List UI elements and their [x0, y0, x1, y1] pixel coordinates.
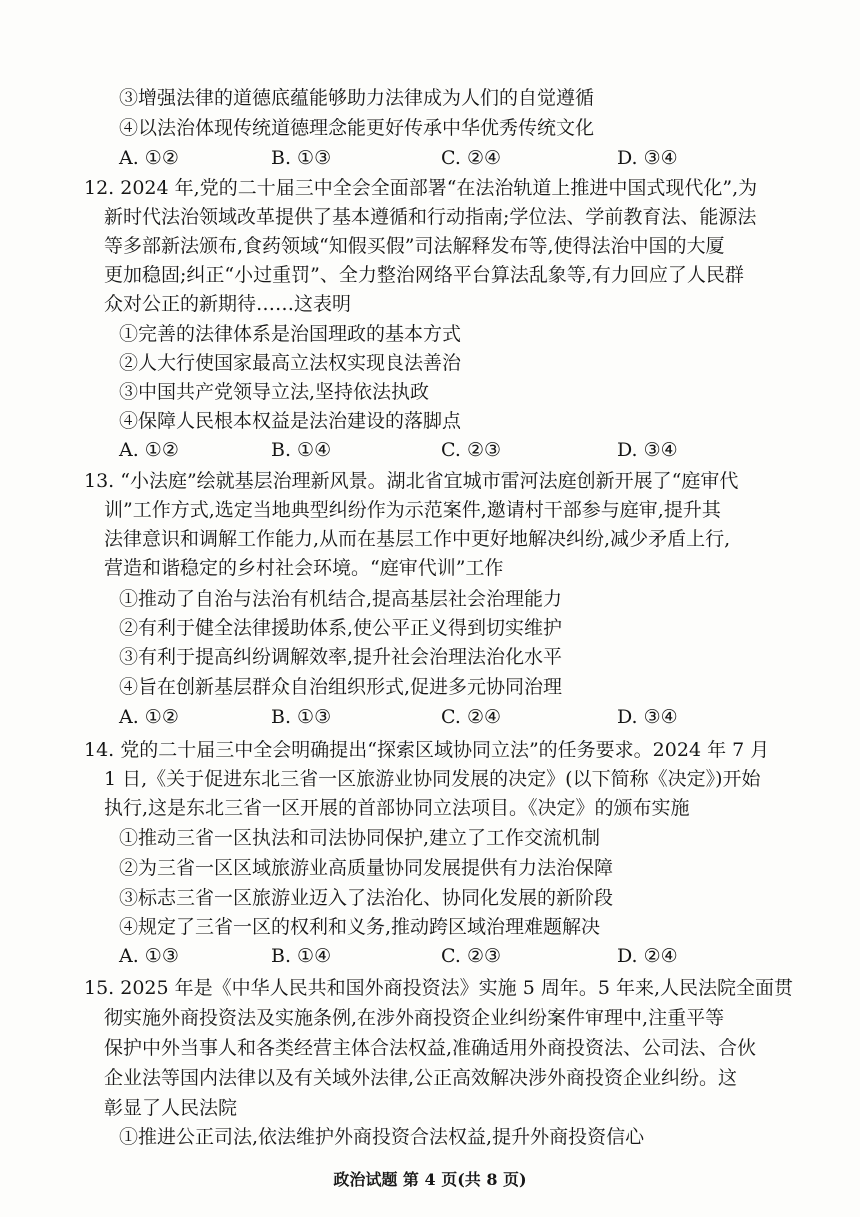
q15-stem-line-1: 15. 2025 年是《中华人民共和国外商投资法》实施 5 周年。5 年来,人民法院全面贯: [84, 977, 793, 999]
choice-d: D. ②④: [617, 945, 678, 967]
choice-d: D. ③④: [617, 439, 678, 461]
q13-option-2: ②有利于健全法律援助体系,使公平正义得到切实维护: [119, 617, 563, 639]
q13-option-3: ③有利于提高纠纷调解效率,提升社会治理法治化水平: [119, 646, 563, 668]
q13-stem-line-4: 营造和谐稳定的乡村社会环境。“庭审代训”工作: [104, 557, 504, 579]
choice-b: B. ①④: [271, 945, 332, 967]
choice-b: B. ①③: [271, 706, 332, 728]
q14-stem-line-2: 1 日,《关于促进东北三省一区旅游业协同发展的决定》(以下简称《决定》)开始: [104, 768, 761, 790]
q11-option-4: ④以法治体现传统道德理念能更好传承中华优秀传统文化: [119, 117, 595, 139]
q13-option-1: ①推动了自治与法治有机结合,提高基层社会治理能力: [119, 588, 563, 610]
choice-a: A. ①②: [119, 147, 179, 169]
q14-option-2: ②为三省一区区域旅游业高质量协同发展提供有力法治保障: [119, 857, 614, 879]
q13-stem-line-3: 法律意识和调解工作能力,从而在基层工作中更好地解决纠纷,减少矛盾上行,: [104, 528, 731, 550]
q14-option-3: ③标志三省一区旅游业迈入了法治化、协同化发展的新阶段: [119, 887, 614, 909]
choice-d: D. ③④: [617, 706, 678, 728]
q12-stem-line-2: 新时代法治领域改革提供了基本遵循和行动指南;学位法、学前教育法、能源法: [104, 206, 757, 228]
choice-a: A. ①②: [119, 439, 179, 461]
q12-option-3: ③中国共产党领导立法,坚持依法执政: [119, 381, 430, 403]
page-footer: 政治试题 第 4 页(共 8 页): [333, 1170, 527, 1189]
q14-stem-line-3: 执行,这是东北三省一区开展的首部协同立法项目。《决定》的颁布实施: [104, 797, 690, 819]
choice-b: B. ①④: [271, 439, 332, 461]
q15-option-1: ①推进公正司法,依法维护外商投资合法权益,提升外商投资信心: [119, 1126, 645, 1148]
q12-option-2: ②人大行使国家最高立法权实现良法善治: [119, 352, 462, 374]
q12-option-4: ④保障人民根本权益是法治建设的落脚点: [119, 410, 462, 432]
q15-stem-line-2: 彻实施外商投资法及实施条例,在涉外商投资企业纠纷案件审理中,注重平等: [104, 1007, 725, 1029]
q12-stem-line-4: 更加稳固;纠正“小过重罚”、全力整治网络平台算法乱象等,有力回应了人民群: [104, 264, 744, 286]
choice-c: C. ②③: [441, 439, 502, 461]
q15-stem-line-3: 保护中外当事人和各类经营主体合法权益,准确适用外商投资法、公司法、合伙: [104, 1037, 757, 1059]
q14-option-1: ①推动三省一区执法和司法协同保护,建立了工作交流机制: [119, 827, 601, 849]
choice-a: A. ①③: [119, 945, 179, 967]
q12-stem-line-1: 12. 2024 年,党的二十届三中全会全面部署“在法治轨道上推进中国式现代化”,为: [84, 177, 758, 199]
q15-stem-line-5: 彰显了人民法院: [104, 1097, 238, 1119]
q14-stem-line-1: 14. 党的二十届三中全会明确提出“探索区域协同立法”的任务要求。2024 年 7 月: [84, 739, 770, 761]
q12-stem-line-5: 众对公正的新期待……这表明: [104, 293, 352, 315]
choice-c: C. ②④: [441, 706, 502, 728]
choice-b: B. ①③: [271, 147, 332, 169]
q13-stem-line-2: 训”工作方式,选定当地典型纠纷作为示范案件,邀请村干部参与庭审,提升其: [104, 499, 721, 521]
q12-stem-line-3: 等多部新法颁布,食药领域“知假买假”司法解释发布等,使得法治中国的大厦: [104, 235, 725, 257]
choice-a: A. ①②: [119, 706, 179, 728]
q13-option-4: ④旨在创新基层群众自治组织形式,促进多元协同治理: [119, 676, 563, 698]
q14-option-4: ④规定了三省一区的权利和义务,推动跨区域治理难题解决: [119, 916, 601, 938]
q13-stem-line-1: 13. “小法庭”绘就基层治理新风景。湖北省宜城市雷河法庭创新开展了“庭审代: [84, 470, 739, 492]
choice-c: C. ②③: [441, 945, 502, 967]
q12-option-1: ①完善的法律体系是治国理政的基本方式: [119, 323, 462, 345]
choice-d: D. ③④: [617, 147, 678, 169]
q11-option-3: ③增强法律的道德底蕴能够助力法律成为人们的自觉遵循: [119, 87, 595, 109]
q15-stem-line-4: 企业法等国内法律以及有关域外法律,公正高效解决涉外商投资企业纠纷。这: [104, 1067, 738, 1089]
choice-c: C. ②④: [441, 147, 502, 169]
